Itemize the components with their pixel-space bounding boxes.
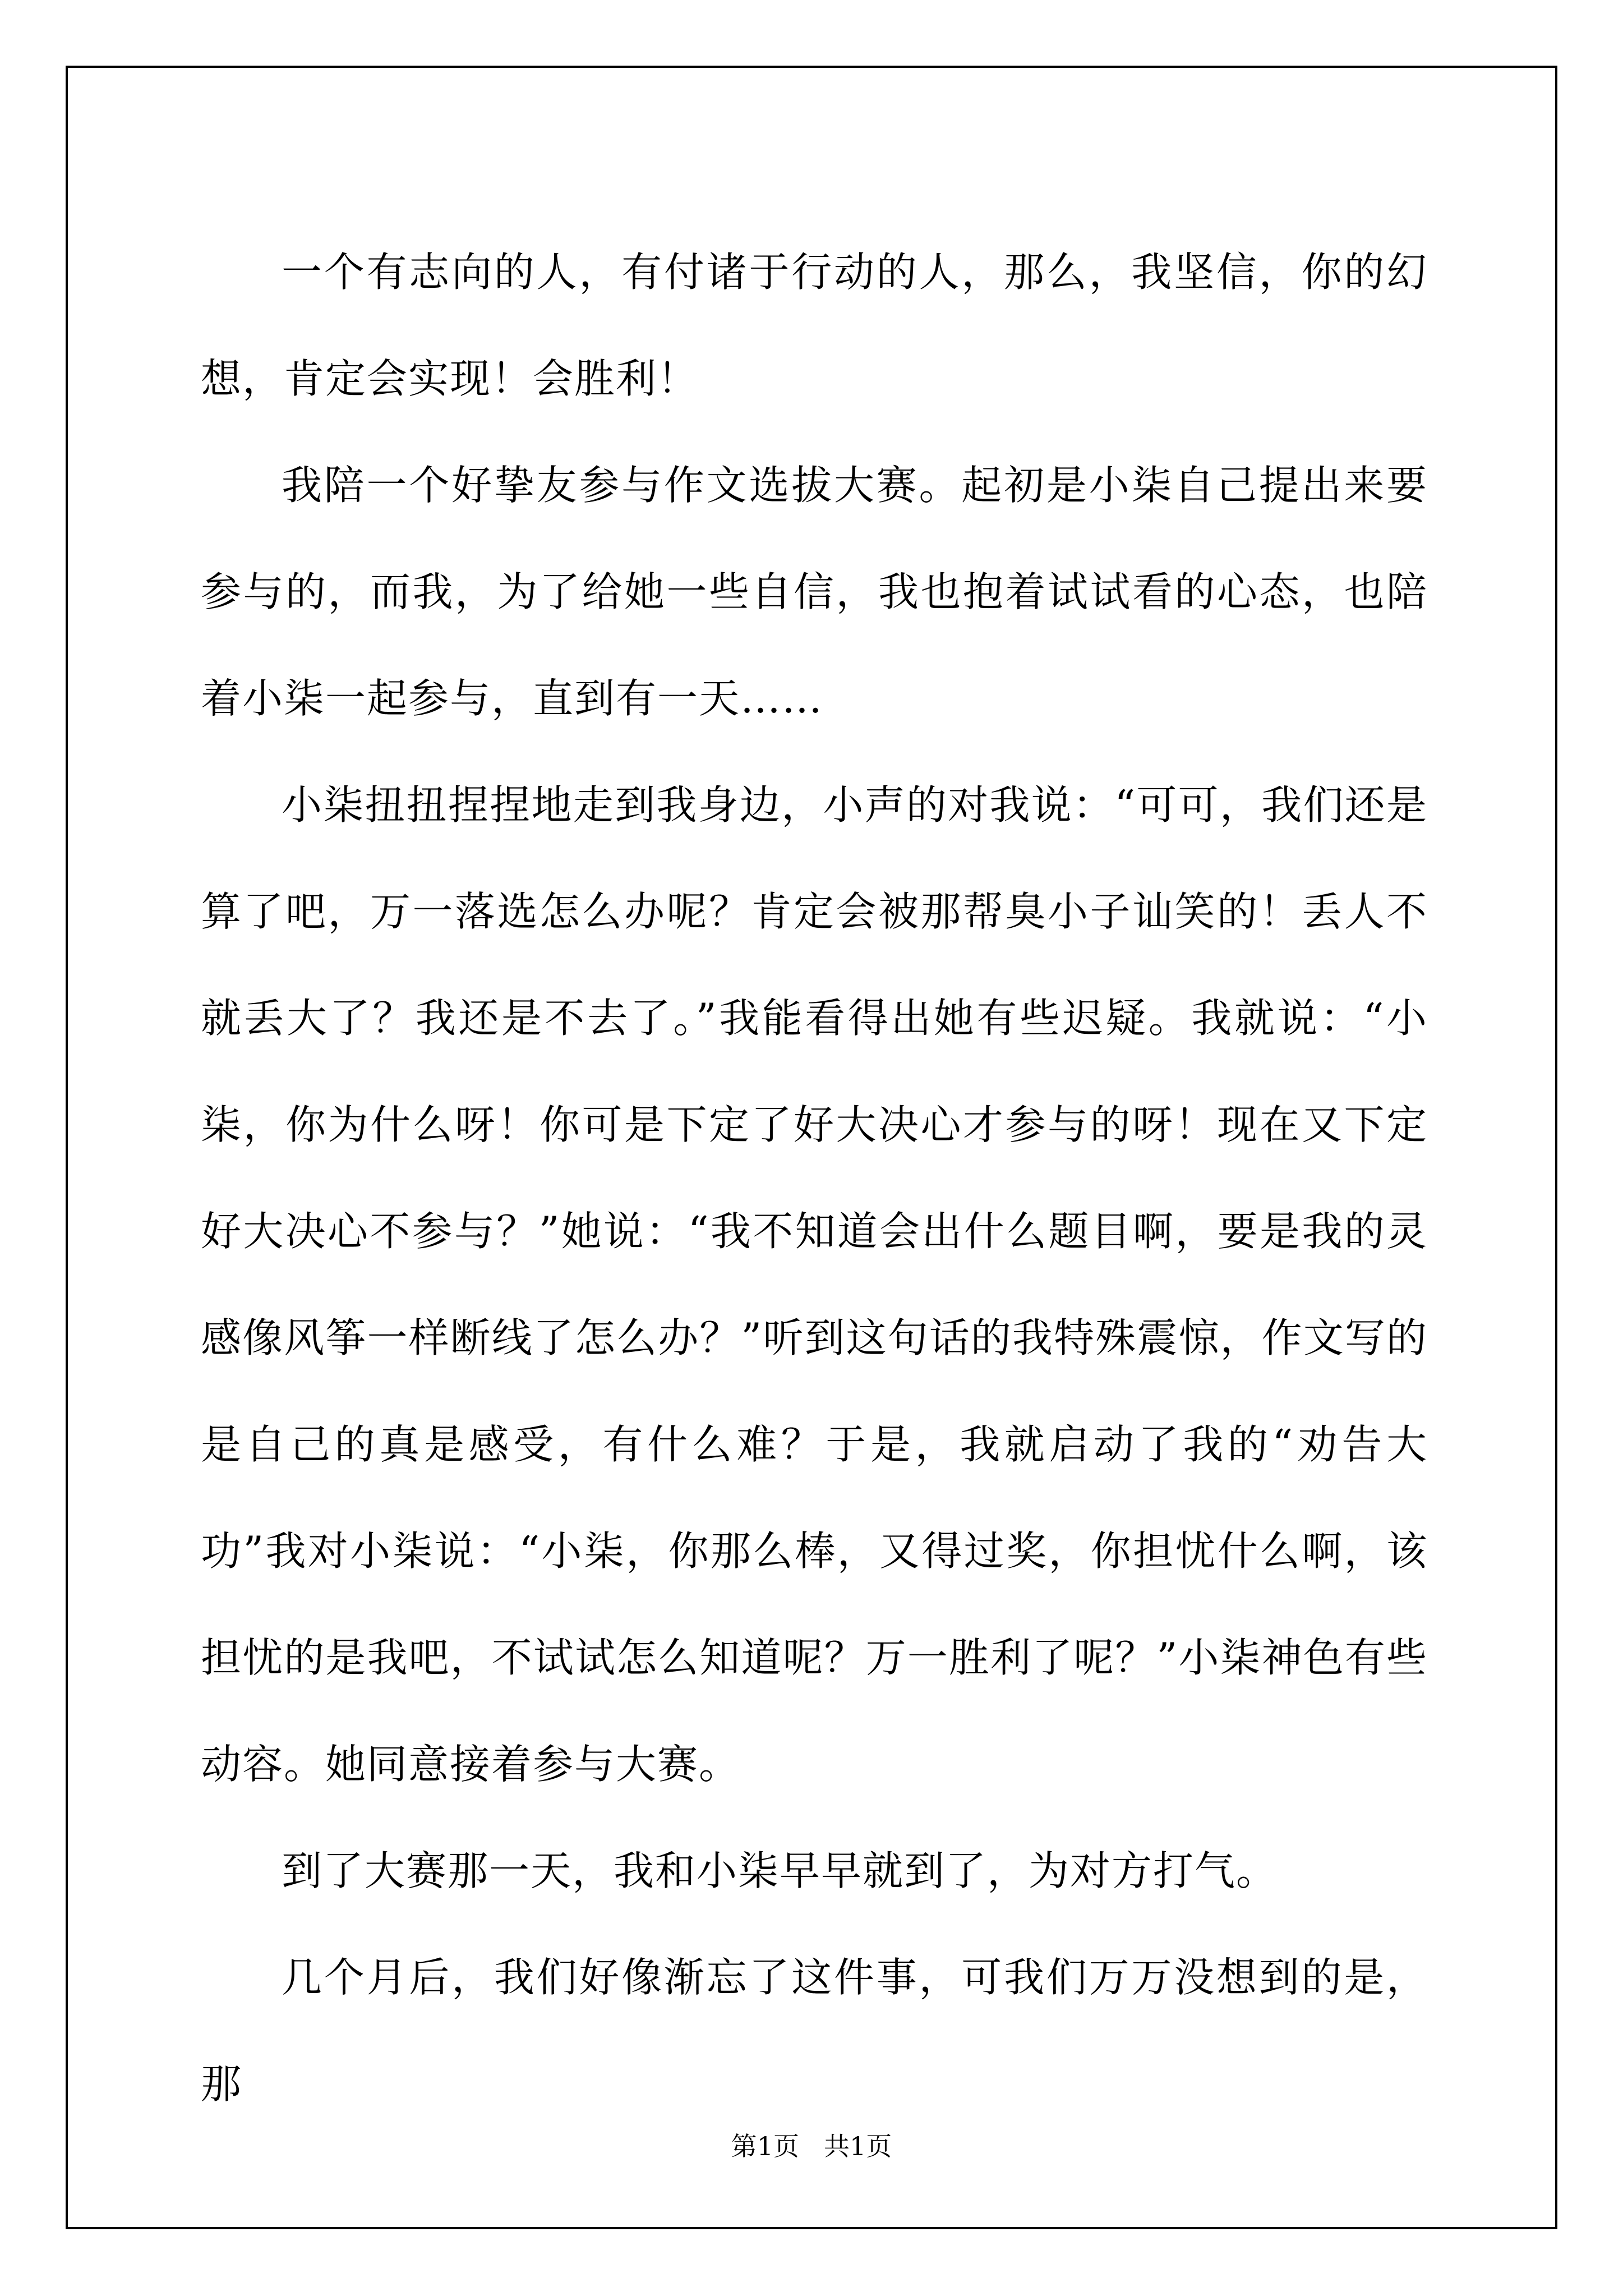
paragraph-1: 一个有志向的人，有付诸于行动的人，那么，我坚信，你的幻想，肯定会实现！会胜利！ xyxy=(201,249,1428,402)
paragraph-3: 小柒扭扭捏捏地走到我身边，小声的对我说：“可可，我们还是算了吧，万一落选怎么办呢？肯定会被那帮臭小子讪笑的！丢人不就丢大了？我还是不去了。”我能看得出她有些迟疑。我就说：“小柒，你为什么呀！你可是下定了好大决心才参与的呀！现在又下定好大决心不参与？”她说：“我不知道会出什么题目啊，要是我的灵感像风筝一样断线了怎么办？”听到这句话的我特殊震惊，作文写的是自己的真是感受，有什么难？于是，我就启动了我的“劝告大功”我对小柒说：“小柒，你那么棒，又得过奖，你担忧什么啊，该担忧的是我吧，不试试怎么知道呢？万一胜利了呢？”小柒神色有些动容。她同意接着参与大赛。 xyxy=(201,781,1428,1788)
document-body xyxy=(201,219,1428,2137)
page-total: 共1页 xyxy=(823,2131,892,2161)
page-footer xyxy=(0,2129,1623,2163)
paragraph-2: 我陪一个好挚友参与作文选拔大赛。起初是小柒自己提出来要参与的，而我，为了给她一些自信，我也抱着试试看的心态，也陪着小柒一起参与，直到有一天…… xyxy=(201,462,1428,722)
page-number: 第1页 xyxy=(731,2131,800,2161)
paragraph-4: 到了大赛那一天，我和小柒早早就到了，为对方打气。 xyxy=(282,1847,1278,1894)
paragraph-5: 几个月后，我们好像渐忘了这件事，可我们万万没想到的是，那 xyxy=(201,1954,1428,2108)
